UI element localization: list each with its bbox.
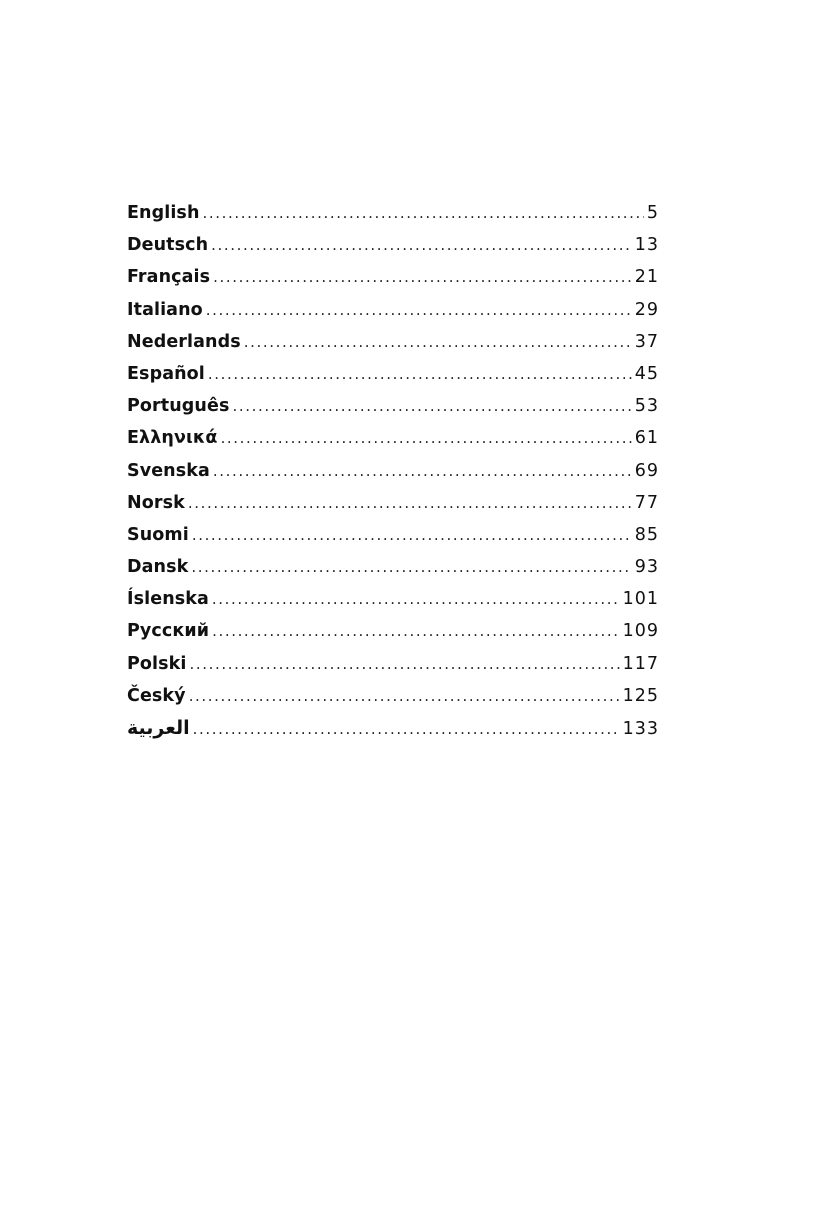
toc-entry-page-number: 53 xyxy=(634,396,659,417)
dot-leader xyxy=(213,264,632,291)
toc-entry-islenska[interactable] xyxy=(127,586,659,618)
dot-leader xyxy=(191,554,631,581)
toc-entry-page-number: 45 xyxy=(634,363,659,384)
toc-entry-page-number: 37 xyxy=(634,331,659,352)
toc-entry-norsk[interactable] xyxy=(127,490,659,522)
toc-entry-label: Français xyxy=(127,267,211,288)
toc-entry-cesky[interactable] xyxy=(127,683,659,715)
toc-entry-label: Español xyxy=(127,363,205,384)
toc-entry-francais[interactable] xyxy=(127,264,659,296)
toc-entry-polski[interactable] xyxy=(127,651,659,683)
toc-entry-label: Dansk xyxy=(127,557,189,578)
dot-leader xyxy=(244,329,632,356)
toc-entry-page-number: 61 xyxy=(634,428,659,449)
toc-entry-page-number: 117 xyxy=(622,653,659,674)
dot-leader xyxy=(188,490,632,517)
toc-entry-label: Italiano xyxy=(127,299,203,320)
toc-entry-label: Íslenska xyxy=(127,589,209,610)
dot-leader xyxy=(203,200,644,227)
toc-entry-page-number: 101 xyxy=(622,589,659,610)
toc-entry-label: Русский xyxy=(127,621,210,642)
dot-leader xyxy=(208,361,632,388)
toc-entry-arabic[interactable] xyxy=(127,715,659,747)
dot-leader xyxy=(213,458,632,485)
toc-entry-page-number: 125 xyxy=(622,685,659,706)
toc-entry-page-number: 5 xyxy=(646,203,659,223)
toc-entry-page-number: 13 xyxy=(634,235,659,256)
toc-entry-page-number: 29 xyxy=(634,299,659,320)
toc-entry-page-number: 93 xyxy=(634,557,659,578)
toc-entry-espanol[interactable] xyxy=(127,361,659,393)
toc-entry-label: Norsk xyxy=(127,492,185,513)
toc-entry-label: English xyxy=(127,203,200,223)
toc-entry-nederlands[interactable] xyxy=(127,329,659,361)
toc-entry-label: Polski xyxy=(127,653,187,674)
table-of-contents xyxy=(127,200,659,747)
toc-entry-page-number: 109 xyxy=(622,621,659,642)
toc-entry-label: Português xyxy=(127,396,230,417)
toc-entry-greek[interactable] xyxy=(127,425,659,457)
dot-leader xyxy=(189,683,620,710)
toc-entry-page-number: 85 xyxy=(634,524,659,545)
dot-leader xyxy=(192,522,632,549)
dot-leader xyxy=(212,586,620,613)
dot-leader xyxy=(232,393,631,420)
toc-entry-dansk[interactable] xyxy=(127,554,659,586)
toc-entry-label: Ελληνικά xyxy=(127,428,218,449)
toc-entry-label: Český xyxy=(127,685,186,706)
toc-entry-label: العربية xyxy=(127,717,190,739)
toc-entry-label: Deutsch xyxy=(127,235,209,256)
dot-leader xyxy=(190,651,620,678)
toc-entry-portugues[interactable] xyxy=(127,393,659,425)
toc-entry-label: Suomi xyxy=(127,524,189,545)
toc-entry-russian[interactable] xyxy=(127,618,659,650)
toc-entry-english[interactable] xyxy=(127,200,659,232)
toc-entry-italiano[interactable] xyxy=(127,297,659,329)
toc-entry-label: Nederlands xyxy=(127,331,241,352)
toc-entry-label: Svenska xyxy=(127,460,210,481)
toc-entry-page-number: 21 xyxy=(634,267,659,288)
dot-leader xyxy=(221,425,632,452)
toc-entry-deutsch[interactable] xyxy=(127,232,659,264)
toc-entry-page-number: 77 xyxy=(634,492,659,513)
toc-entry-page-number: 69 xyxy=(634,460,659,481)
toc-entry-page-number: 133 xyxy=(622,719,659,739)
dot-leader xyxy=(211,232,632,259)
toc-entry-svenska[interactable] xyxy=(127,458,659,490)
toc-entry-suomi[interactable] xyxy=(127,522,659,554)
dot-leader xyxy=(212,618,620,645)
dot-leader xyxy=(206,297,632,324)
dot-leader xyxy=(193,716,620,743)
